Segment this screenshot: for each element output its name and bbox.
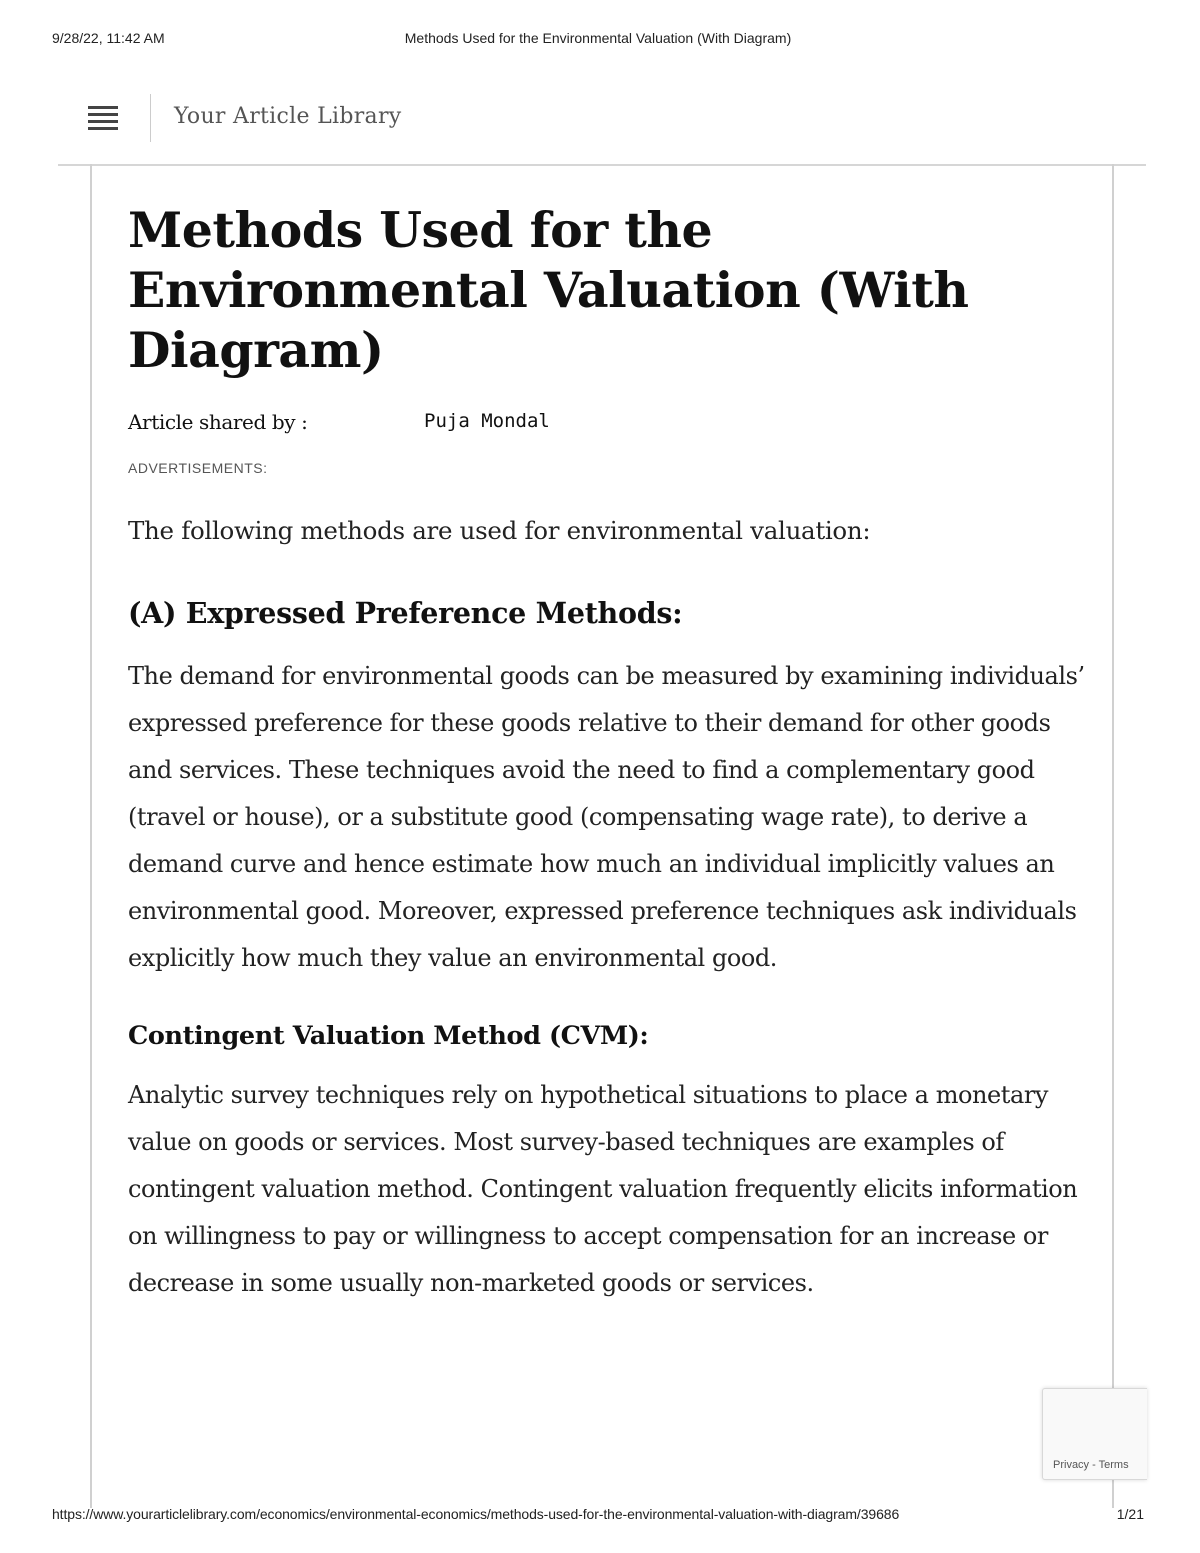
article-content <box>128 200 1088 1307</box>
intro-paragraph: The following methods are used for environmental valuation: <box>128 516 871 545</box>
byline-label: Article shared by : <box>128 410 308 434</box>
header-divider <box>150 94 151 142</box>
print-datetime: 9/28/22, 11:42 AM <box>52 30 165 46</box>
page-number: 1/21 <box>1116 1506 1144 1522</box>
site-header <box>58 88 1146 166</box>
page-url: https://www.yourarticlelibrary.com/economics/environmental-economics/methods-used-for-the-environmental-valuation-with-diagram/39686 <box>52 1506 900 1522</box>
print-footer <box>52 1506 1144 1526</box>
section-paragraph-cvm: Analytic survey techniques rely on hypothetical situations to place a monetary value on goods or services. Most survey-based techniques are examples of contingent valuation method. Contingent valuation frequently elicits information on willingness to pay or willingness to accept compensation for an increase or decrease in some usually non-marketed goods or services. <box>128 1081 1078 1297</box>
recaptcha-links <box>1053 1459 1129 1471</box>
author-name: Puja Mondal <box>424 410 550 432</box>
section-paragraph-expressed-preference: The demand for environmental goods can be measured by examining individuals’ expressed preference for these goods relative to their demand for other goods and services. These techniques avoid the need to find a complementary good (travel or house), or a substitute good (compensating wage rate), to derive a demand curve and hence estimate how much an individual implicitly values an environmental good. Moreover, expressed preference techniques ask individuals explicitly how much they value an environmental good. <box>128 662 1085 972</box>
advertisements-label: ADVERTISEMENTS: <box>128 460 268 476</box>
sub-heading-cvm: Contingent Valuation Method (CVM): <box>128 1021 649 1051</box>
site-name-link[interactable]: Your Article Library <box>174 104 402 129</box>
hamburger-menu-icon[interactable] <box>88 104 120 132</box>
article-title: Methods Used for the Environmental Valuation (With Diagram) <box>128 201 969 379</box>
print-document-title: Methods Used for the Environmental Valuation (With Diagram) <box>404 30 792 46</box>
print-header <box>52 30 1144 50</box>
link-separator: - <box>1089 1459 1099 1471</box>
terms-link[interactable]: Terms <box>1098 1459 1129 1471</box>
section-heading-expressed-preference: (A) Expressed Preference Methods: <box>128 596 683 630</box>
byline <box>128 410 1088 438</box>
recaptcha-badge[interactable] <box>1042 1388 1147 1480</box>
privacy-link[interactable]: Privacy <box>1053 1459 1090 1471</box>
